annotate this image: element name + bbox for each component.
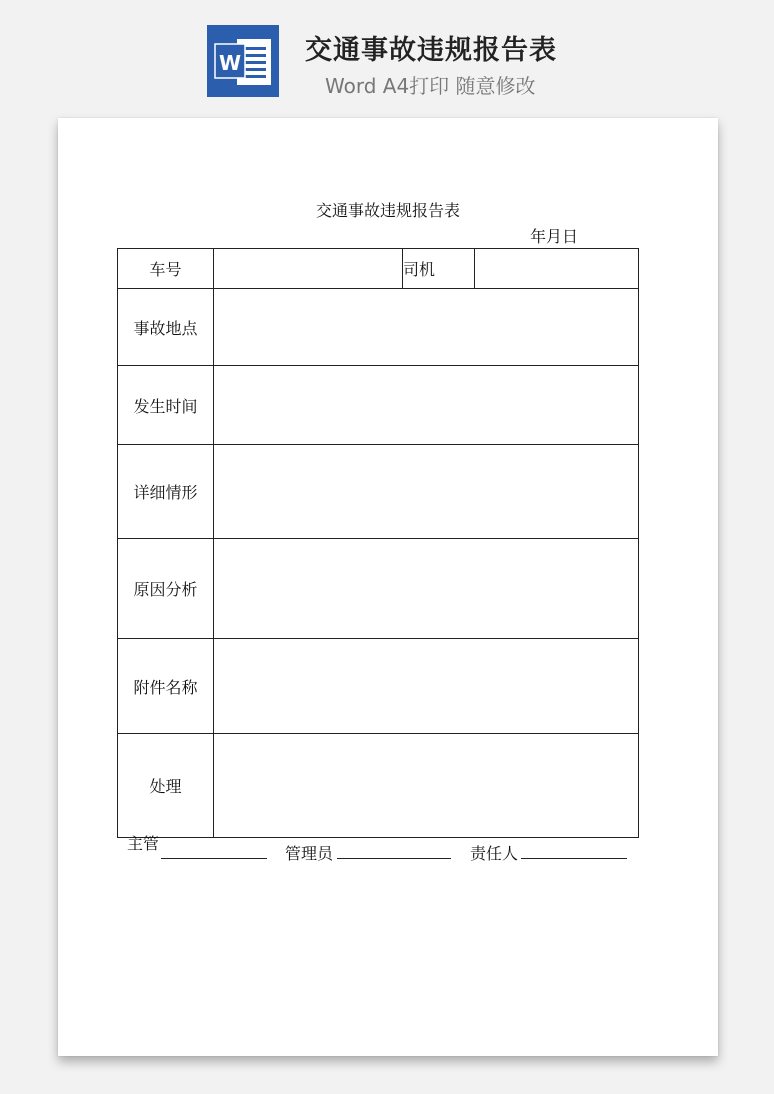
handling-label: 处理 bbox=[118, 734, 214, 838]
details-field[interactable] bbox=[214, 445, 639, 539]
cause-label: 原因分析 bbox=[118, 539, 214, 639]
table-row bbox=[118, 445, 639, 539]
document-page bbox=[58, 118, 718, 1056]
handling-field[interactable] bbox=[214, 734, 639, 838]
details-label: 详细情形 bbox=[118, 445, 214, 539]
supervisor-signature-line[interactable] bbox=[161, 858, 267, 859]
table-row bbox=[118, 366, 639, 445]
word-doc-icon bbox=[207, 25, 279, 97]
table-row bbox=[118, 639, 639, 734]
table-row bbox=[118, 734, 639, 838]
location-label: 事故地点 bbox=[118, 289, 214, 366]
table-row bbox=[118, 539, 639, 639]
date-label: 年月日 bbox=[530, 227, 579, 246]
admin-label: 管理员 bbox=[285, 844, 334, 863]
driver-label: 司机 bbox=[403, 249, 475, 289]
responsible-signature-line[interactable] bbox=[521, 858, 627, 859]
attachments-label: 附件名称 bbox=[118, 639, 214, 734]
time-label: 发生时间 bbox=[118, 366, 214, 445]
watermark bbox=[91, 468, 111, 492]
table-row bbox=[118, 249, 639, 289]
cause-field[interactable] bbox=[214, 539, 639, 639]
word-icon-letter: W bbox=[218, 51, 242, 75]
location-field[interactable] bbox=[214, 289, 639, 366]
admin-signature-line[interactable] bbox=[337, 858, 451, 859]
table-row bbox=[118, 289, 639, 366]
car-number-field[interactable] bbox=[214, 249, 403, 289]
banner-subtitle: Word A4打印 随意修改 bbox=[325, 74, 536, 98]
report-form-table bbox=[117, 248, 639, 838]
car-number-label: 车号 bbox=[118, 249, 214, 289]
banner-title: 交通事故违规报告表 bbox=[305, 35, 557, 66]
attachments-field[interactable] bbox=[214, 639, 639, 734]
responsible-label: 责任人 bbox=[470, 844, 519, 863]
driver-field[interactable] bbox=[475, 249, 639, 289]
document-title: 交通事故违规报告表 bbox=[315, 201, 460, 220]
time-field[interactable] bbox=[214, 366, 639, 445]
supervisor-label: 主管 bbox=[127, 834, 160, 853]
preview-banner bbox=[0, 0, 774, 110]
